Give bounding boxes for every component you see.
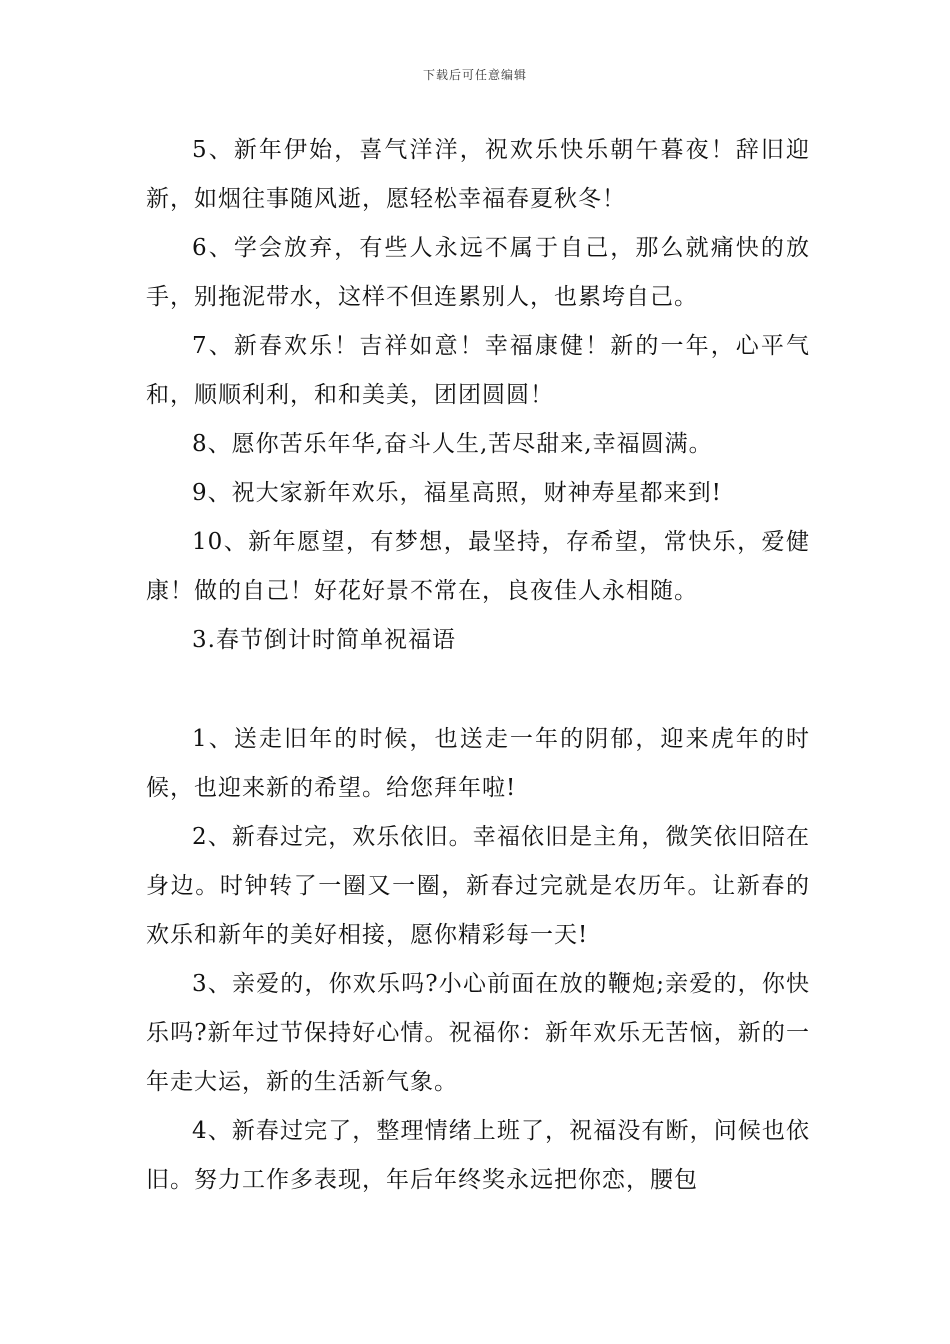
paragraph-7: 7、新春欢乐！吉祥如意！幸福康健！新的一年，心平气和，顺顺利利，和和美美，团团圆圆！ xyxy=(146,333,810,408)
section-paragraph-2: 2、新春过完，欢乐依旧。幸福依旧是主角，微笑依旧陪在身边。时钟转了一圈又一圈，新春过完就是农历年。让新春的欢乐和新年的美好相接，愿你精彩每一天! xyxy=(146,824,810,948)
section-heading: 3.春节倒计时简单祝福语 xyxy=(192,627,456,653)
paragraph-8: 8、愿你苦乐年华,奋斗人生,苦尽甜来,幸福圆满。 xyxy=(192,431,713,457)
paragraph-10: 10、新年愿望，有梦想，最坚持，存希望，常快乐，爱健康！做的自己！好花好景不常在，良夜佳人永相随。 xyxy=(146,529,810,604)
document-body xyxy=(146,126,810,1205)
paragraph-5: 5、新年伊始，喜气洋洋，祝欢乐快乐朝午暮夜！辞旧迎新，如烟往事随风逝，愿轻松幸福春夏秋冬！ xyxy=(146,137,810,212)
section-paragraph-4: 4、新春过完了，整理情绪上班了，祝福没有断，问候也依旧。努力工作多表现，年后年终奖永远把你恋，腰包 xyxy=(146,1118,810,1193)
section-paragraph-1: 1、送走旧年的时候，也送走一年的阴郁，迎来虎年的时候，也迎来新的希望。给您拜年啦! xyxy=(146,726,810,801)
paragraph-6: 6、学会放弃，有些人永远不属于自己，那么就痛快的放手，别拖泥带水，这样不但连累别人，也累垮自己。 xyxy=(146,235,810,310)
section-spacer xyxy=(146,665,810,715)
section-paragraph-3: 3、亲爱的，你欢乐吗?小心前面在放的鞭炮;亲爱的，你快乐吗?新年过节保持好心情。祝福你：新年欢乐无苦恼，新的一年走大运，新的生活新气象。 xyxy=(146,971,810,1095)
paragraph-9: 9、祝大家新年欢乐，福星高照，财神寿星都来到! xyxy=(192,480,722,506)
page-header: 下载后可任意编辑 xyxy=(422,68,527,82)
